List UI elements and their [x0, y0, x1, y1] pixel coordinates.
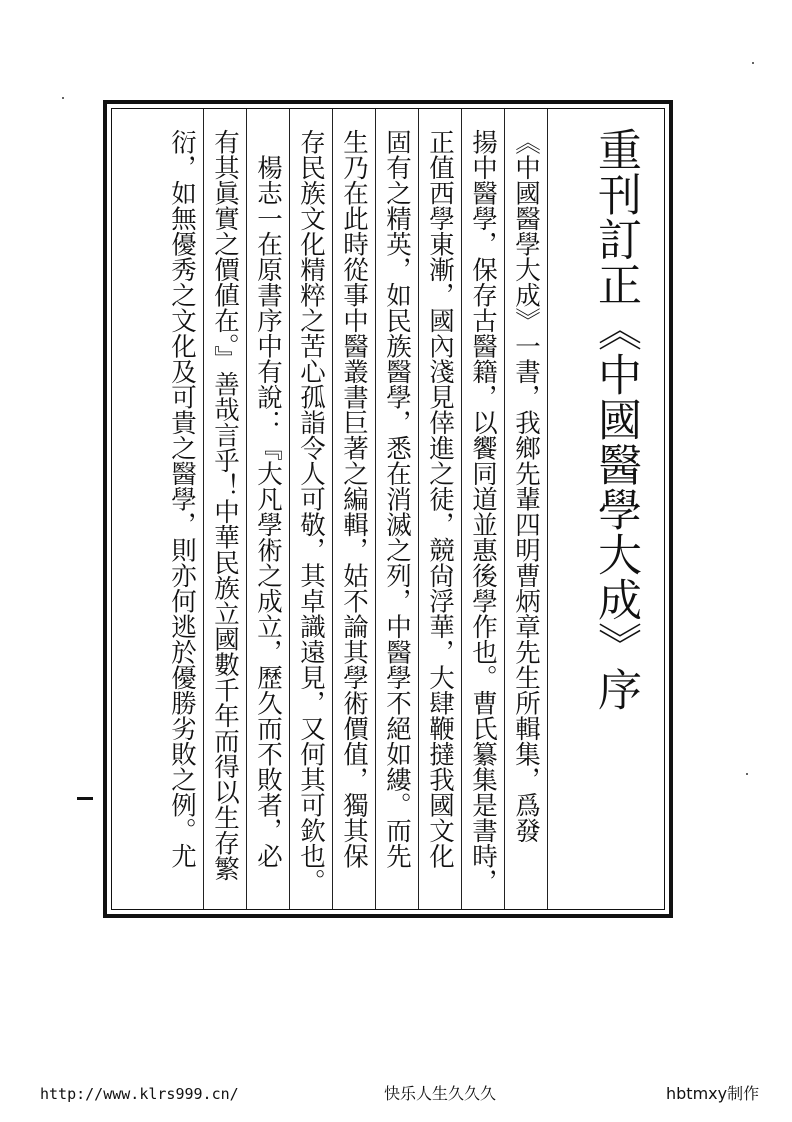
footer-url-link[interactable]: http://www.klrs999.cn/ [40, 1085, 239, 1103]
column-rule [289, 109, 290, 909]
column-rule [246, 109, 247, 909]
column-rule [203, 109, 204, 909]
page-border-inner [111, 108, 665, 910]
text-column-4: 固有之精英，如民族醫學，悉在消滅之列，中醫學不絕如縷。而先 [382, 129, 412, 869]
column-rule [418, 109, 419, 909]
page-border [103, 100, 673, 918]
text-column-7: 楊志一在原書序中有說：『大凡學術之成立，歷久而不敗者，必 [253, 129, 283, 869]
text-column-5: 生乃在此時從事中醫叢書巨著之編輯，姑不論其學術價值，獨其保 [339, 129, 369, 869]
footer-credit: hbtmxy制作 [666, 1084, 760, 1103]
text-column-9: 衍，如無優秀之文化及可貴之醫學，則亦何逃於優勝劣敗之例。尤 [167, 129, 197, 869]
text-column-3: 正值西學東漸，國內淺見倖進之徒，競尙浮華，大肆鞭撻我國文化 [425, 129, 455, 869]
column-rule [547, 109, 548, 909]
column-rule [375, 109, 376, 909]
scan-speck [62, 97, 64, 99]
footer-center-text: 快乐人生久久久 [384, 1084, 497, 1103]
margin-mark [77, 797, 93, 800]
column-rule [504, 109, 505, 909]
column-rule [461, 109, 462, 909]
column-rule [332, 109, 333, 909]
scan-speck [752, 62, 754, 64]
text-column-2: 揚中醫學，保存古醫籍，以饗同道並惠後學作也。曹氏纂集是書時， [468, 129, 498, 894]
text-column-8: 有其眞實之價値在。』善哉言乎！中華民族立國數千年而得以生存繁 [210, 129, 240, 882]
text-column-1: 《中國醫學大成》一書，我鄉先輩四明曹炳章先生所輯集，爲發 [511, 129, 541, 843]
text-column-6: 存民族文化精粹之苦心孤詣令人可敬，其卓識遠見，又何其可欽也。 [296, 129, 326, 894]
page-title: 重刊訂正《中國醫學大成》序 [590, 127, 641, 712]
scan-speck [746, 773, 748, 775]
